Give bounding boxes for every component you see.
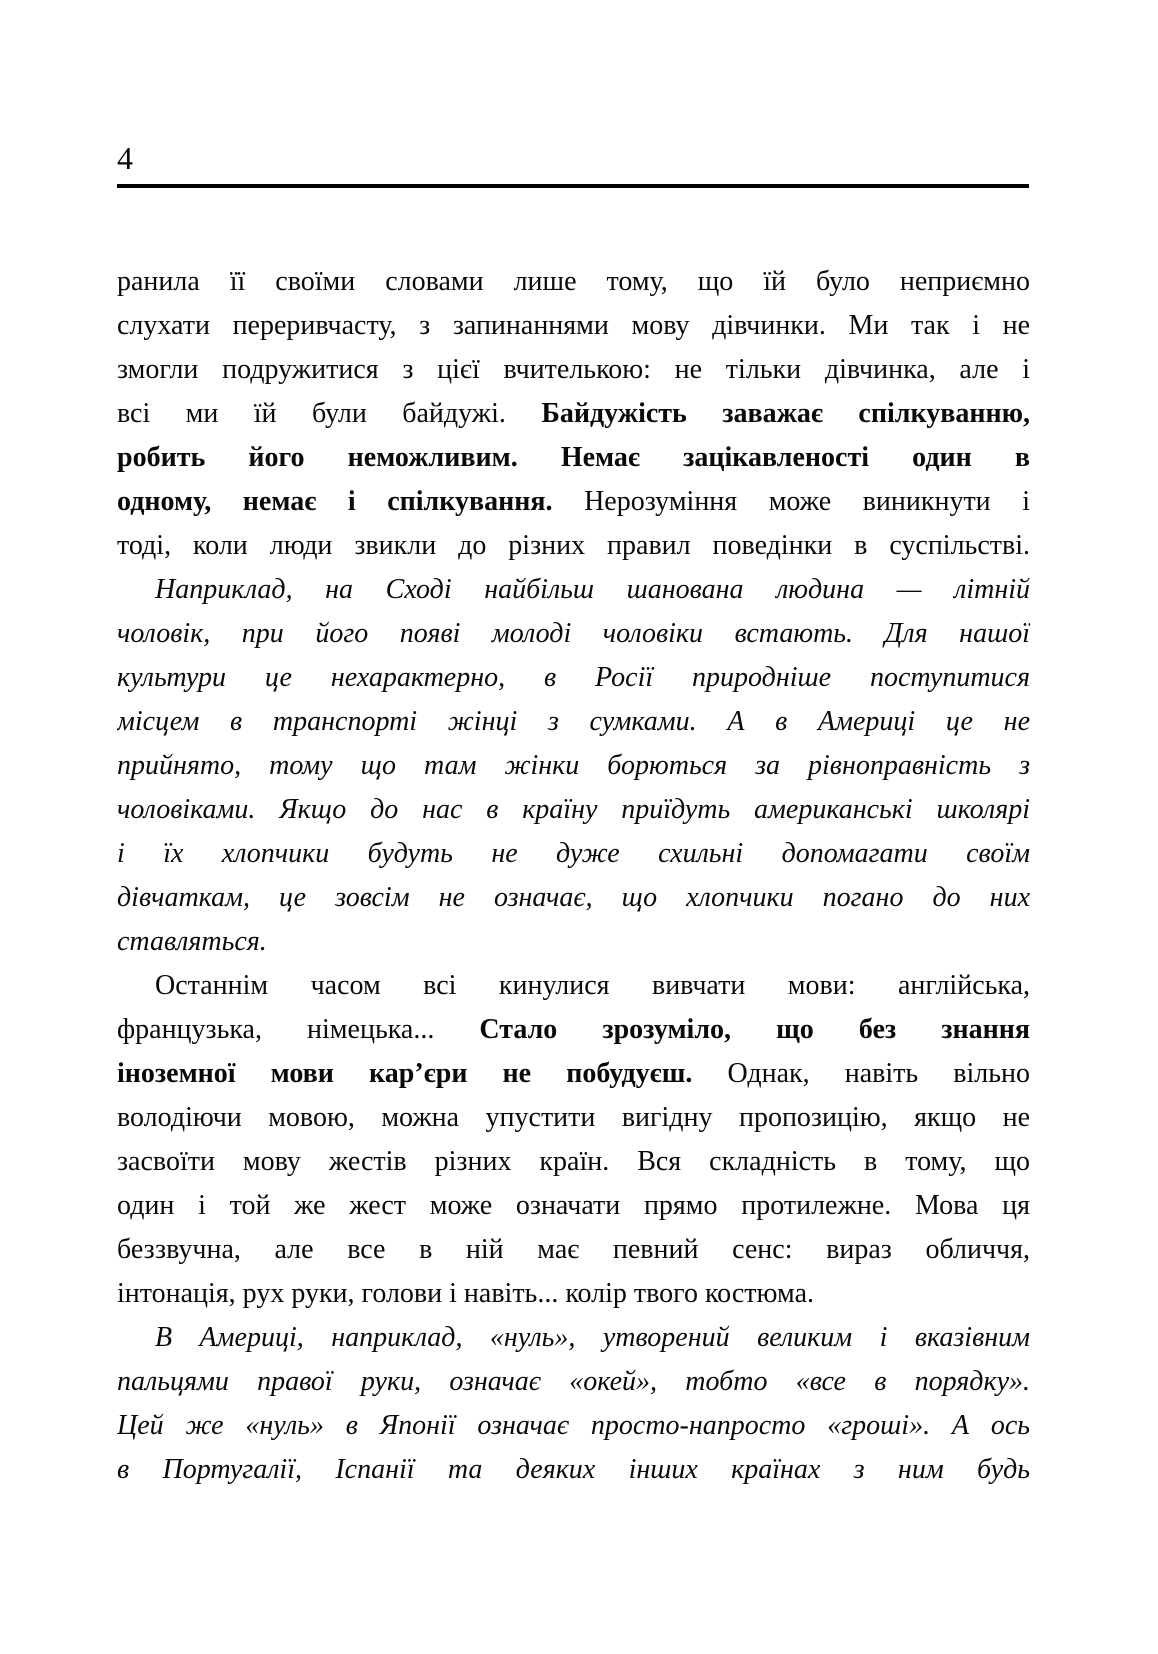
text-line [117,392,1030,436]
text-run: прийнято, тому що там жінки борються за рівноправність з [117,750,1030,781]
text-run: місцем в транспорті жінці з сумками. А в Америці це не [117,706,1030,737]
text-run: інтонація, рух руки, голови і навіть... колір твого костюма. [117,1278,814,1309]
page-body [117,260,1030,1492]
text-line [117,1316,1030,1360]
text-line [117,744,1030,788]
text-line [117,304,1030,348]
text-run: чоловіками. Якщо до нас в країну приїдуть американські школярі [117,794,1030,825]
text-run: Однак, навіть вільно [692,1058,1030,1089]
text-run: Наприклад, на Сході найбільш шанована людина — літній [155,574,1030,605]
text-line [117,788,1030,832]
text-line [117,260,1030,304]
text-run: В Америці, наприклад, «нуль», утворений великим і вказівним [155,1322,1030,1353]
text-line [117,832,1030,876]
text-run: Останнім часом всі кинулися вивчати мови: англійська, [155,970,1030,1001]
text-run: Цей же «нуль» в Японії означає просто-напросто «гроші». А ось [117,1410,1030,1441]
text-run: і їх хлопчики будуть не дуже схильні допомагати своїм [117,838,1030,869]
text-line [117,612,1030,656]
paragraph [117,260,1030,568]
text-line [117,876,1030,920]
text-line [117,524,1030,568]
text-line [117,1140,1030,1184]
text-run: пальцями правої руки, означає «окей», тобто «все в порядку». [117,1366,1030,1397]
text-run: чоловік, при його появі молоді чоловіки встають. Для нашої [117,618,1030,649]
text-run: в Португалії, Іспанії та деяких інших країнах з ним будь [117,1454,1030,1485]
text-line [117,964,1030,1008]
text-run: слухати переривчасту, з запинаннями мову дівчинки. Ми так і не [117,310,1030,341]
text-line [117,1448,1030,1492]
page-number: 4 [117,140,133,176]
text-line [117,920,1030,964]
bold-text-run: Байдужість заважає спілкуванню, [541,398,1030,429]
text-run: ранила її своїми словами лише тому, що їй було неприємно [117,266,1030,297]
text-line [117,1096,1030,1140]
header-rule [117,184,1029,188]
text-run: один і той же жест може означати прямо протилежне. Мова ця [117,1190,1030,1221]
text-line [117,1052,1030,1096]
text-run: беззвучна, але все в ній має певний сенс: вираз обличчя, [117,1234,1030,1265]
paragraph [117,568,1030,964]
text-run: ставляться. [117,926,267,957]
bold-text-run: робить його неможливим. Немає зацікавленості один в [117,442,1030,473]
text-line [117,480,1030,524]
text-run: володіючи мовою, можна упустити вигідну пропозицію, якщо не [117,1102,1030,1133]
text-line [117,568,1030,612]
text-line [117,1008,1030,1052]
text-run: культури це нехарактерно, в Росії природніше поступитися [117,662,1030,693]
paragraph [117,964,1030,1316]
text-run: дівчаткам, це зовсім не означає, що хлопчики погано до них [117,882,1030,913]
text-line [117,656,1030,700]
text-run: змогли подружитися з цієї вчителькою: не тільки дівчинка, але і [117,354,1030,385]
text-run: тоді, коли люди звикли до різних правил поведінки в суспільстві. [117,530,1030,561]
text-run: всі ми їй були байдужі. [117,398,542,429]
text-line [117,348,1030,392]
text-line [117,436,1030,480]
text-line [117,1360,1030,1404]
text-run: французька, німецька... [117,1014,480,1045]
bold-text-run: одному, немає і спілкування. [117,486,553,517]
text-line [117,1184,1030,1228]
bold-text-run: Стало зрозуміло, що без знання [479,1014,1030,1045]
text-line [117,700,1030,744]
text-run: засвоїти мову жестів різних країн. Вся складність в тому, що [117,1146,1030,1177]
text-line [117,1404,1030,1448]
text-line [117,1228,1030,1272]
text-line [117,1272,1030,1316]
paragraph [117,1316,1030,1492]
text-run: Нерозуміння може виникнути і [552,486,1030,517]
bold-text-run: іноземної мови кар’єри не побудуєш. [117,1058,693,1089]
